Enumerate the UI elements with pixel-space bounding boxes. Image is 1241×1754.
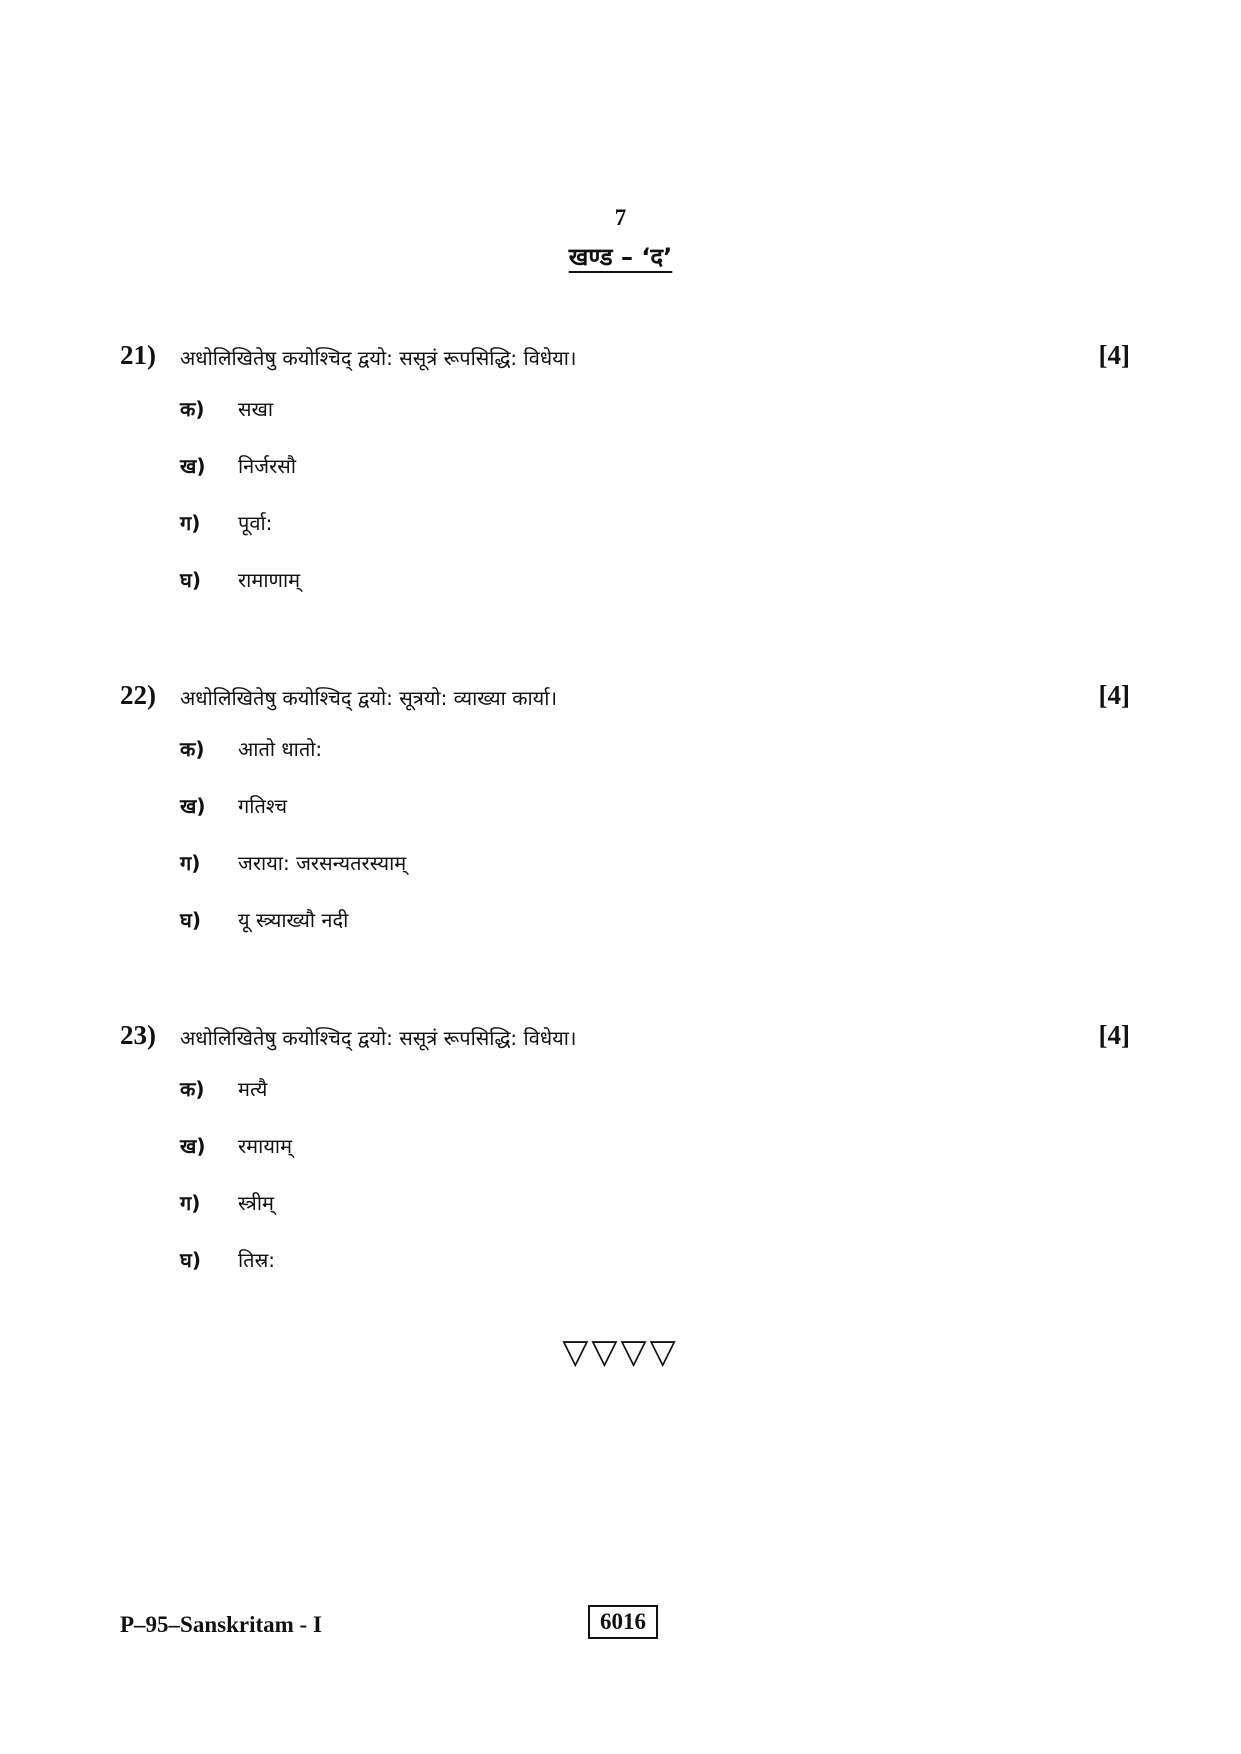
- option-label: क): [180, 1077, 205, 1101]
- question-marks: [4]: [1098, 1020, 1130, 1050]
- question-marks: [4]: [1098, 680, 1130, 710]
- section-title: खण्ड – ‘द’: [568, 243, 673, 271]
- question-header: [120, 340, 1130, 380]
- page-number: 7: [614, 205, 627, 230]
- option-label: ख): [180, 1134, 206, 1158]
- question-number: 22): [120, 680, 156, 710]
- option-label: घ): [180, 1248, 201, 1272]
- option-text: मत्यै: [238, 1077, 268, 1101]
- option-text: रमायाम्: [238, 1134, 293, 1158]
- question-number: 23): [120, 1020, 156, 1050]
- question-header: [120, 1020, 1130, 1060]
- option-text: आतो धातो:: [238, 737, 323, 761]
- option-item: [180, 437, 1130, 494]
- question-text: अधोलिखितेषु कयोश्चिद् द्वयो: सूत्रयो: व्याख्या कार्या।: [180, 686, 558, 710]
- question-23: [120, 1020, 1130, 1288]
- option-item: [180, 380, 1130, 437]
- option-label: ग): [180, 851, 201, 875]
- option-text: गतिश्च: [238, 794, 288, 818]
- option-item: [180, 1174, 1130, 1231]
- option-label: ग): [180, 511, 201, 535]
- option-item: [180, 1117, 1130, 1174]
- option-label: ख): [180, 794, 206, 818]
- option-text: जराया: जरसन्यतरस्याम्: [238, 851, 407, 875]
- option-list: [120, 720, 1130, 948]
- option-label: घ): [180, 908, 201, 932]
- option-text: यू स्त्र्याख्यौ नदी: [238, 908, 349, 932]
- option-list: [120, 380, 1130, 608]
- option-item: [180, 720, 1130, 777]
- question-text: अधोलिखितेषु कयोश्चिद् द्वयो: ससूत्रं रूपसिद्धि: विधेया।: [180, 1026, 577, 1050]
- question-22: [120, 680, 1130, 948]
- option-text: रामाणाम्: [238, 568, 301, 592]
- option-list: [120, 1060, 1130, 1288]
- option-item: [180, 494, 1130, 551]
- option-text: स्त्रीम्: [238, 1191, 274, 1215]
- option-item: [180, 777, 1130, 834]
- option-label: ग): [180, 1191, 201, 1215]
- option-text: तिस्र:: [238, 1248, 276, 1272]
- option-item: [180, 891, 1130, 948]
- question-marks: [4]: [1098, 340, 1130, 370]
- option-text: सखा: [238, 397, 274, 421]
- end-of-paper-mark: ▽▽▽▽: [562, 1332, 679, 1372]
- option-label: क): [180, 397, 205, 421]
- question-21: [120, 340, 1130, 608]
- option-text: निर्जरसौ: [238, 454, 296, 478]
- option-label: क): [180, 737, 205, 761]
- option-label: ख): [180, 454, 206, 478]
- option-item: [180, 1231, 1130, 1288]
- question-number: 21): [120, 340, 156, 370]
- option-item: [180, 1060, 1130, 1117]
- question-header: [120, 680, 1130, 720]
- serial-number-box: 6016: [588, 1605, 658, 1639]
- question-text: अधोलिखितेषु कयोश्चिद् द्वयो: ससूत्रं रूपसिद्धि: विधेया।: [180, 346, 577, 370]
- option-text: पूर्वा:: [238, 511, 273, 535]
- paper-code: P–95–Sanskritam - I: [120, 1612, 322, 1637]
- option-label: घ): [180, 568, 201, 592]
- option-item: [180, 551, 1130, 608]
- option-item: [180, 834, 1130, 891]
